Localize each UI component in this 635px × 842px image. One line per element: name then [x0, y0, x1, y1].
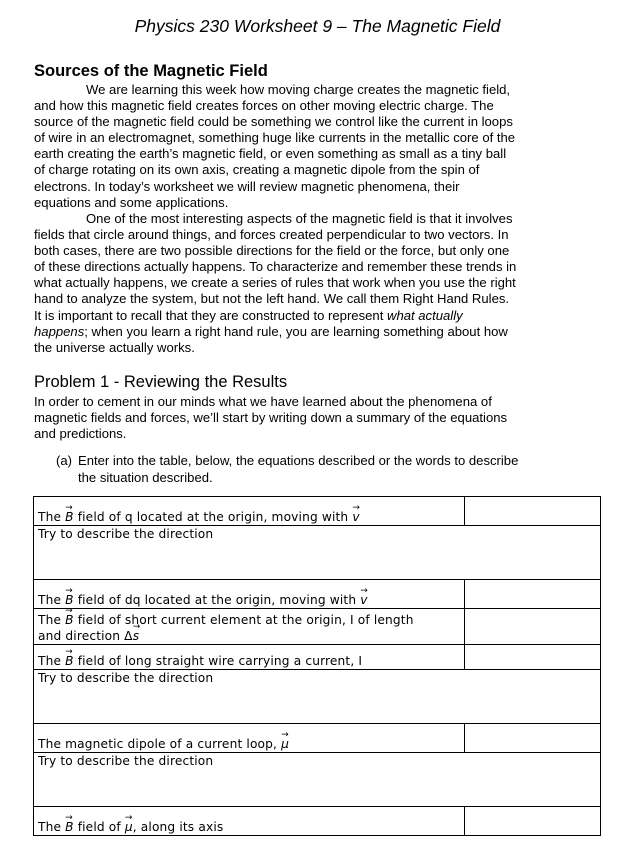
part-a-text: Enter into the table, below, the equations described or the words to describe	[78, 453, 519, 468]
text-line: fields that circle around things, and forces created perpendicular to two vectors. In	[34, 227, 509, 243]
direction-prompt: Try to describe the direction	[38, 671, 214, 685]
text-line	[34, 324, 602, 340]
b-vector-symbol: → B	[65, 592, 74, 608]
direction-cell[interactable]	[34, 526, 601, 580]
prompt-cell: The → B field of long straight wire carrying a current, I	[34, 645, 465, 670]
table-row	[34, 609, 601, 645]
text-run: ; when you learn a right hand rule, you are learning something about how	[84, 323, 508, 339]
text-line: and predictions.	[34, 426, 127, 442]
table-row	[34, 645, 601, 670]
text-line: the universe actually works.	[34, 339, 195, 355]
text-line: hand to analyze the system, but not the left hand. We call them Right Hand Rules.	[34, 291, 510, 307]
direction-prompt: Try to describe the direction	[38, 527, 214, 541]
s-vector-symbol: → s	[133, 628, 140, 644]
direction-prompt: Try to describe the direction	[38, 754, 214, 768]
answer-cell[interactable]	[465, 645, 601, 670]
text-line: One of the most interesting aspects of the magnetic field is that it involves	[86, 211, 513, 226]
prompt-cell: The magnetic dipole of a current loop, → μ	[34, 724, 465, 753]
answer-cell[interactable]	[465, 497, 601, 526]
text-line: of charge rotating on its own axis, creating a magnetic dipole from the spin of	[34, 162, 480, 178]
summary-table	[33, 496, 601, 836]
table-row	[34, 753, 601, 807]
text-line: source of the magnetic field could be something we control like the current in loops	[34, 114, 513, 130]
table-row	[34, 807, 601, 836]
problem-heading: Problem 1 - Reviewing the Results	[34, 373, 288, 391]
text-line: In order to cement in our minds what we have learned about the phenomena of	[34, 394, 492, 409]
prompt-cell: The → B field of dq located at the origin, moving with → v	[34, 580, 465, 609]
table-row	[34, 580, 601, 609]
part-a-text-continued: the situation described.	[78, 469, 213, 485]
prompt-cell: The → B field of → μ, along its axis	[34, 807, 465, 836]
text-line: and how this magnetic field creates forces on other moving electric charge. The	[34, 98, 494, 114]
v-vector-symbol: → v	[352, 509, 359, 525]
prompt-cell: The → B field of q located at the origin, moving with → v	[34, 497, 465, 526]
emphasis-text: what actually	[386, 307, 463, 323]
b-vector-symbol: → B	[65, 819, 74, 835]
intro-paragraph-2	[34, 211, 602, 356]
text-line: magnetic fields and forces, we’ll start by writing down a summary of the equations	[34, 410, 508, 426]
text-line: earth creating the earth’s magnetic field, or even something as small as a tiny ball	[34, 146, 507, 162]
prompt-cell: The → B field of short current element at the origin, I of length and direction Δ→ s	[34, 609, 465, 645]
direction-cell[interactable]	[34, 753, 601, 807]
b-vector-symbol: → B	[65, 509, 74, 525]
text-line: electrons. In today’s worksheet we will review magnetic phenomena, their	[34, 178, 460, 194]
table-row	[34, 724, 601, 753]
text-line	[34, 308, 602, 324]
answer-cell[interactable]	[465, 724, 601, 753]
answer-cell[interactable]	[465, 807, 601, 836]
table-row	[34, 670, 601, 724]
table-row	[34, 526, 601, 580]
mu-vector-symbol: → μ	[281, 736, 289, 752]
problem-intro	[34, 394, 602, 442]
table-row	[34, 497, 601, 526]
b-vector-symbol: → B	[65, 612, 74, 628]
intro-paragraph-1	[34, 82, 602, 211]
v-vector-symbol: → v	[360, 592, 367, 608]
worksheet-title: Physics 230 Worksheet 9 – The Magnetic Field	[134, 16, 501, 36]
text-line: of wire in an electromagnet, something huge like currents in the metallic core of the	[34, 130, 516, 146]
text-line: equations and some applications.	[34, 194, 229, 210]
answer-cell[interactable]	[465, 609, 601, 645]
text-run: It is important to recall that they are constructed to represent	[34, 307, 384, 323]
section-heading: Sources of the Magnetic Field	[34, 62, 268, 80]
direction-cell[interactable]	[34, 670, 601, 724]
mu-vector-symbol: → μ	[125, 819, 133, 835]
text-line: We are learning this week how moving charge creates the magnetic field,	[86, 82, 511, 97]
text-line: what actually happens, we create a series of rules that work when you use the right	[34, 275, 516, 291]
part-a-instructions	[56, 453, 518, 486]
text-line: of these directions actually happens. To characterize and remember these trends in	[34, 259, 517, 275]
text-line: both cases, there are two possible directions for the field or the force, but only one	[34, 243, 510, 259]
answer-cell[interactable]	[465, 580, 601, 609]
emphasis-text: happens	[34, 323, 85, 339]
b-vector-symbol: → B	[65, 653, 74, 669]
part-a-label: (a)	[56, 453, 73, 468]
